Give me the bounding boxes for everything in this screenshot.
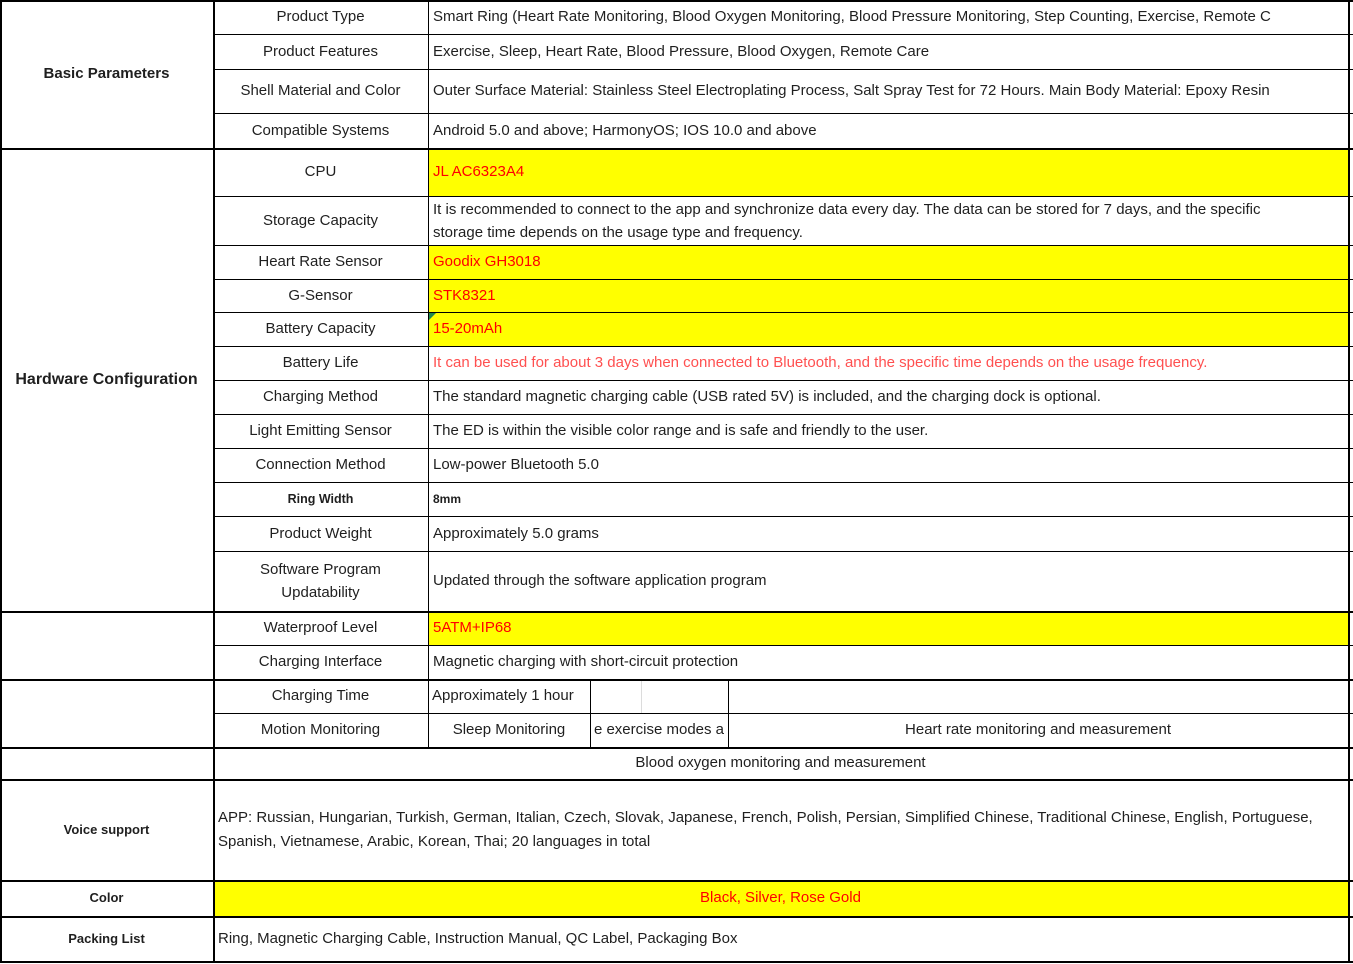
label-cpu: CPU bbox=[304, 163, 337, 180]
grid-line bbox=[213, 346, 1353, 347]
label-software-updatability bbox=[213, 551, 428, 611]
grid-line bbox=[213, 645, 1353, 646]
label-g-sensor: G-Sensor bbox=[288, 286, 353, 304]
grid-line bbox=[0, 880, 1353, 882]
label-charging-time: Charging Time bbox=[271, 687, 370, 704]
grid-line bbox=[0, 611, 1353, 613]
grid-line bbox=[213, 713, 1353, 714]
value-shell-material: Outer Surface Material: Stainless Steel Electroplating Process, Salt Spray Test for 72 Hours. Main Body Material: Epoxy Resin bbox=[433, 82, 1270, 99]
grid-line bbox=[0, 779, 1353, 781]
value-product-features: Exercise, Sleep, Heart Rate, Blood Pressure, Blood Oxygen, Remote Care bbox=[433, 42, 930, 60]
label-waterproof-level: Waterproof Level bbox=[263, 619, 378, 636]
value-voice-support: APP: Russian, Hungarian, Turkish, German, Italian, Czech, Slovak, Japanese, French, Polish, Persian, Simplified Chinese, Traditional Chinese, English, Portuguese, Spanish, Vietnamese, Arabic, Korean, Thai; 20 languages in total bbox=[218, 808, 1313, 850]
label-heart-rate-sensor: Heart Rate Sensor bbox=[258, 253, 383, 270]
grid-line bbox=[213, 279, 1353, 280]
label-storage-capacity: Storage Capacity bbox=[262, 211, 379, 229]
grid-line bbox=[0, 916, 1353, 918]
group-voice-support: Voice support bbox=[63, 821, 150, 837]
cell-error-triangle-icon bbox=[429, 313, 436, 320]
grid-line bbox=[213, 380, 1353, 381]
label-product-weight: Product Weight bbox=[269, 524, 372, 542]
grid-line bbox=[213, 196, 1353, 197]
value-waterproof-level: 5ATM+IP68 bbox=[433, 619, 512, 636]
value-g-sensor: STK8321 bbox=[433, 286, 496, 304]
value-charging-method: The standard magnetic charging cable (USB rated 5V) is included, and the charging dock is optional. bbox=[433, 388, 1101, 405]
label-shell-material: Shell Material and Color bbox=[240, 82, 401, 99]
value-motion-exercise: e exercise modes a bbox=[593, 721, 725, 738]
grid-line bbox=[213, 113, 1353, 114]
grid-line bbox=[0, 679, 1353, 681]
value-connection-method: Low-power Bluetooth 5.0 bbox=[433, 456, 599, 473]
label-ring-width: Ring Width bbox=[287, 492, 354, 506]
label-software-updatability-text: Software Program Updatability bbox=[260, 561, 381, 601]
value-motion-heart-rate: Heart rate monitoring and measurement bbox=[905, 721, 1171, 738]
label-charging-method: Charging Method bbox=[262, 388, 379, 405]
label-light-emitting-sensor: Light Emitting Sensor bbox=[249, 422, 392, 439]
grid-line bbox=[213, 516, 1353, 517]
label-charging-interface: Charging Interface bbox=[258, 653, 383, 670]
grid-line bbox=[213, 69, 1353, 70]
grid-line bbox=[0, 747, 1353, 749]
value-compatible-systems: Android 5.0 and above; HarmonyOS; IOS 10.0 and above bbox=[433, 121, 817, 139]
value-software-updatability: Updated through the software application program bbox=[433, 572, 767, 589]
value-blood-oxygen: Blood oxygen monitoring and measurement bbox=[635, 754, 926, 771]
value-heart-rate-sensor: Goodix GH3018 bbox=[433, 253, 541, 270]
grid-line bbox=[641, 679, 642, 713]
value-ring-width: 8mm bbox=[433, 492, 462, 506]
grid-line bbox=[213, 448, 1353, 449]
group-basic-parameters: Basic Parameters bbox=[43, 65, 170, 82]
value-battery-life: It can be used for about 3 days when connected to Bluetooth, and the specific time depends on the usage frequency. bbox=[433, 354, 1208, 371]
value-light-emitting-sensor: The ED is within the visible color range and is safe and friendly to the user. bbox=[433, 422, 929, 439]
grid-line bbox=[0, 961, 1353, 963]
grid-line bbox=[0, 0, 2, 963]
value-product-weight: Approximately 5.0 grams bbox=[433, 524, 599, 542]
group-packing-list: Packing List bbox=[68, 930, 145, 946]
label-connection-method: Connection Method bbox=[255, 456, 386, 473]
group-hardware-configuration: Hardware Configuration bbox=[15, 370, 198, 388]
value-packing-list: Ring, Magnetic Charging Cable, Instruction Manual, QC Label, Packaging Box bbox=[218, 929, 738, 947]
label-product-type: Product Type bbox=[276, 8, 365, 25]
grid-line bbox=[213, 245, 1353, 246]
grid-line bbox=[213, 312, 1353, 313]
grid-line bbox=[0, 148, 1353, 150]
value-cpu: JL AC6323A4 bbox=[433, 163, 525, 180]
grid-line bbox=[213, 414, 1353, 415]
grid-line bbox=[213, 551, 1353, 552]
grid-line bbox=[213, 482, 1353, 483]
value-charging-interface: Magnetic charging with short-circuit protection bbox=[433, 653, 739, 670]
value-motion-sleep: Sleep Monitoring bbox=[452, 721, 566, 738]
grid-line bbox=[213, 34, 1353, 35]
label-motion-monitoring: Motion Monitoring bbox=[260, 721, 381, 738]
value-color: Black, Silver, Rose Gold bbox=[700, 889, 861, 906]
value-storage-capacity: It is recommended to connect to the app and synchronize data every day. The data can be stored for 7 days, and the specific storage time depends on the usage type and frequency. bbox=[433, 200, 1261, 241]
grid-line bbox=[0, 0, 1353, 2]
value-battery-capacity: 15-20mAh bbox=[433, 320, 503, 337]
value-charging-time: Approximately 1 hour bbox=[432, 687, 574, 704]
label-battery-life: Battery Life bbox=[282, 354, 359, 371]
group-color: Color bbox=[89, 890, 124, 905]
label-product-features: Product Features bbox=[262, 42, 379, 60]
label-battery-capacity: Battery Capacity bbox=[265, 320, 376, 337]
value-product-type: Smart Ring (Heart Rate Monitoring, Blood Oxygen Monitoring, Blood Pressure Monitoring, Step Counting, Exercise, Remote C bbox=[433, 8, 1271, 25]
label-compatible-systems: Compatible Systems bbox=[251, 121, 390, 139]
